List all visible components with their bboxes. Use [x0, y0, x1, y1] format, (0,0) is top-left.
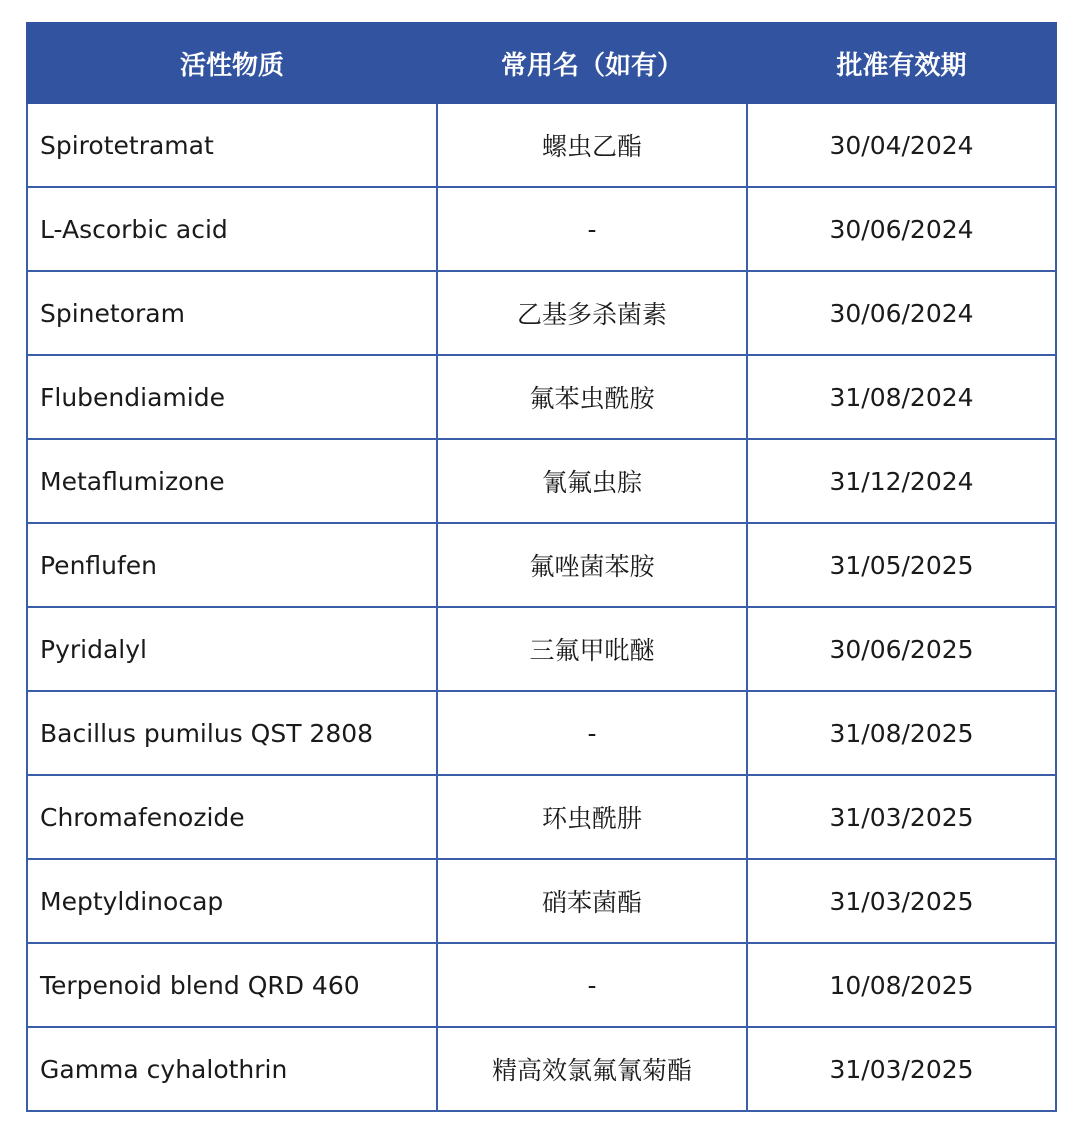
expiry-cell: 31/08/2025 — [747, 691, 1056, 775]
substance-cell: Metaflumizone — [27, 439, 437, 523]
expiry-cell: 31/12/2024 — [747, 439, 1056, 523]
common-name-cell: 乙基多杀菌素 — [437, 271, 747, 355]
expiry-cell: 31/03/2025 — [747, 775, 1056, 859]
approval-table-container — [26, 22, 1055, 1112]
common-name-cell: 氟唑菌苯胺 — [437, 523, 747, 607]
expiry-cell: 31/03/2025 — [747, 1027, 1056, 1111]
header-row — [27, 23, 1056, 103]
common-name-cell: 环虫酰肼 — [437, 775, 747, 859]
table-row — [27, 775, 1056, 859]
expiry-cell: 30/06/2025 — [747, 607, 1056, 691]
table-body — [27, 103, 1056, 1111]
substance-cell: Gamma cyhalothrin — [27, 1027, 437, 1111]
table-row — [27, 271, 1056, 355]
table-row — [27, 103, 1056, 187]
table-row — [27, 1027, 1056, 1111]
substance-cell: Meptyldinocap — [27, 859, 437, 943]
common-name-cell: 螺虫乙酯 — [437, 103, 747, 187]
expiry-cell: 30/06/2024 — [747, 271, 1056, 355]
table-row — [27, 607, 1056, 691]
table-row — [27, 523, 1056, 607]
common-name-cell: 精高效氯氟氰菊酯 — [437, 1027, 747, 1111]
expiry-cell: 30/04/2024 — [747, 103, 1056, 187]
table-row — [27, 859, 1056, 943]
table-row — [27, 691, 1056, 775]
expiry-cell: 30/06/2024 — [747, 187, 1056, 271]
substance-cell: Flubendiamide — [27, 355, 437, 439]
header-substance: 活性物质 — [27, 23, 437, 103]
table-row — [27, 355, 1056, 439]
substance-cell: Chromafenozide — [27, 775, 437, 859]
substance-cell: Spinetoram — [27, 271, 437, 355]
common-name-cell: 氰氟虫腙 — [437, 439, 747, 523]
expiry-cell: 10/08/2025 — [747, 943, 1056, 1027]
table-row — [27, 943, 1056, 1027]
substance-cell: Pyridalyl — [27, 607, 437, 691]
substance-cell: Terpenoid blend QRD 460 — [27, 943, 437, 1027]
table-header — [27, 23, 1056, 103]
common-name-cell: - — [437, 691, 747, 775]
header-expiry: 批准有效期 — [747, 23, 1056, 103]
table-row — [27, 439, 1056, 523]
approval-table — [26, 22, 1057, 1112]
common-name-cell: 氟苯虫酰胺 — [437, 355, 747, 439]
substance-cell: L-Ascorbic acid — [27, 187, 437, 271]
expiry-cell: 31/08/2024 — [747, 355, 1056, 439]
common-name-cell: - — [437, 187, 747, 271]
substance-cell: Penflufen — [27, 523, 437, 607]
expiry-cell: 31/05/2025 — [747, 523, 1056, 607]
common-name-cell: 硝苯菌酯 — [437, 859, 747, 943]
table-row — [27, 187, 1056, 271]
substance-cell: Bacillus pumilus QST 2808 — [27, 691, 437, 775]
header-common-name: 常用名（如有） — [437, 23, 747, 103]
common-name-cell: 三氟甲吡醚 — [437, 607, 747, 691]
common-name-cell: - — [437, 943, 747, 1027]
substance-cell: Spirotetramat — [27, 103, 437, 187]
expiry-cell: 31/03/2025 — [747, 859, 1056, 943]
